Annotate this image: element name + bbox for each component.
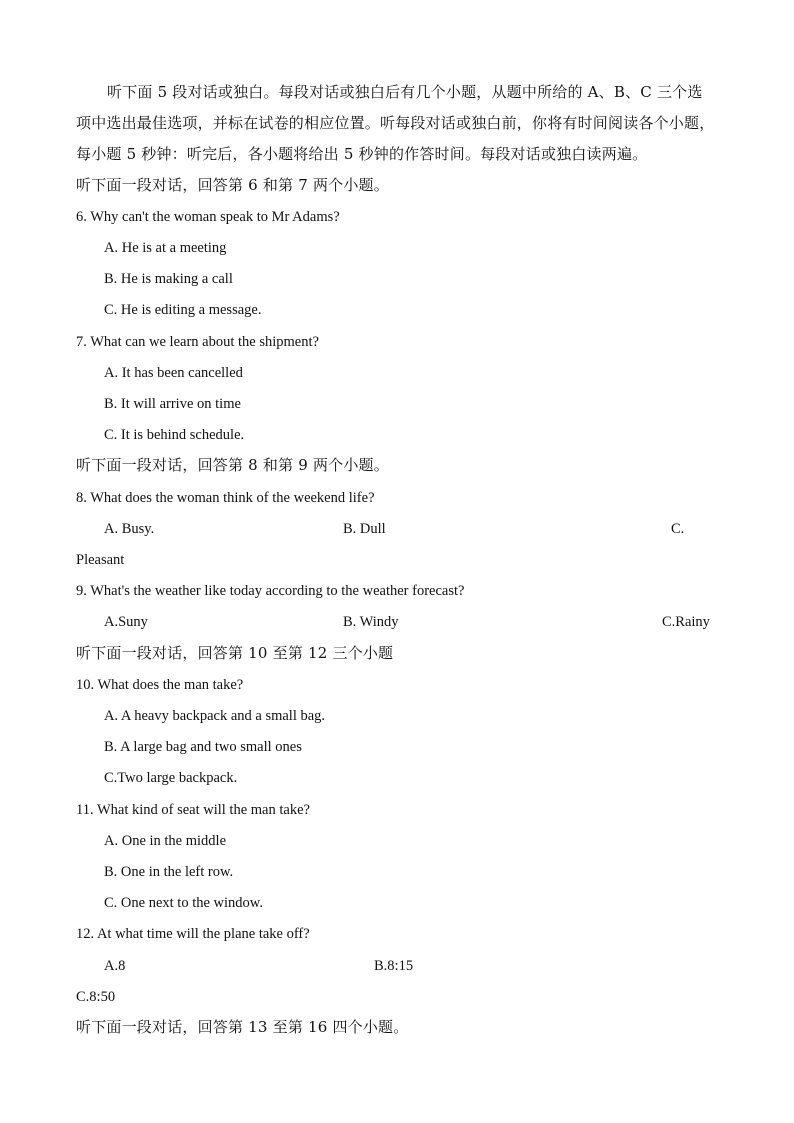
question-stem-7: 7. What can we learn about the shipment?: [76, 334, 319, 350]
option-9-a: A.Suny: [104, 614, 148, 630]
option-6-b: B. He is making a call: [104, 271, 233, 287]
option-6-a: A. He is at a meeting: [104, 240, 227, 256]
question-stem-12: 12. At what time will the plane take off?: [76, 926, 310, 942]
instructions-line-2: 项中选出最佳选项，并标在试卷的相应位置。听每段对话或独白前，你将有时间阅读各个小题，: [76, 114, 715, 132]
section-heading: 听下面一段对话，回答第 8 和第 9 两个小题。: [76, 456, 389, 474]
option-7-c: C. It is behind schedule.: [104, 427, 245, 443]
option-10-c: C.Two large backpack.: [104, 770, 238, 786]
option-7-a: A. It has been cancelled: [104, 365, 243, 381]
option-9-b: B. Windy: [343, 614, 399, 630]
option-8-a: A. Busy.: [104, 521, 155, 537]
question-stem-8: 8. What does the woman think of the weekend life?: [76, 490, 375, 506]
option-8-c-text: Pleasant: [76, 552, 125, 568]
question-stem-10: 10. What does the man take?: [76, 677, 244, 693]
option-9-c: C.Rainy: [662, 614, 710, 630]
option-10-a: A. A heavy backpack and a small bag.: [104, 708, 326, 724]
question-stem-11: 11. What kind of seat will the man take?: [76, 802, 310, 818]
section-heading: 听下面一段对话，回答第 6 和第 7 两个小题。: [76, 176, 389, 194]
option-8-b: B. Dull: [343, 521, 386, 537]
option-10-b: B. A large bag and two small ones: [104, 739, 302, 755]
option-11-c: C. One next to the window.: [104, 895, 263, 911]
option-11-b: B. One in the left row.: [104, 864, 234, 880]
option-12-a: A.8: [104, 958, 126, 974]
option-6-c: C. He is editing a message.: [104, 302, 262, 318]
option-7-b: B. It will arrive on time: [104, 396, 241, 412]
instructions-line-3: 每小题 5 秒钟：听完后，各小题将给出 5 秒钟的作答时间。每段对话或独白读两遍。: [76, 145, 648, 163]
option-12-c: C.8:50: [76, 989, 116, 1005]
section-heading: 听下面一段对话，回答第 13 至第 16 四个小题。: [76, 1018, 409, 1036]
option-11-a: A. One in the middle: [104, 833, 227, 849]
section-heading: 听下面一段对话，回答第 10 至第 12 三个小题: [76, 644, 394, 662]
question-stem-6: 6. Why can't the woman speak to Mr Adams?: [76, 209, 340, 225]
option-12-b: B.8:15: [374, 958, 414, 974]
option-8-c-label: C.: [671, 521, 685, 537]
instructions-line-1: 听下面 5 段对话或独白。每段对话或独白后有几个小题，从题中所给的 A、B、C 三个选: [107, 83, 703, 101]
question-stem-9: 9. What's the weather like today according to the weather forecast?: [76, 583, 465, 599]
